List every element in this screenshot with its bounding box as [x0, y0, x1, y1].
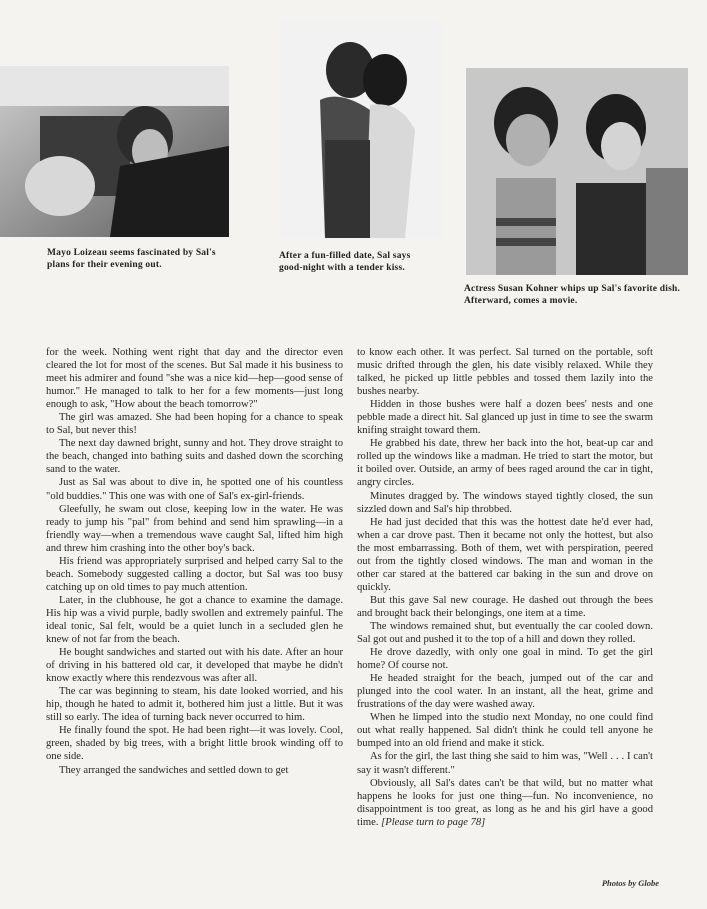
article-column-right — [357, 346, 653, 829]
paragraph: He finally found the spot. He had been right—it was lovely. Cool, green, shaded by big trees, with a bright little brook winding off to one side. — [46, 725, 343, 763]
paragraph: for the week. Nothing went right that day and the director even cleared the lot for most of the scenes. But Sal made it his business to meet his admirer and found "she was a nice kid—hep—good sense of humor." He managed to talk to her for a few moments—just long enough to ask, "How about the beach tomorrow?" — [46, 347, 343, 411]
paragraph: His friend was appropriately surprised and helped carry Sal to the beach. Somebody suggested calling a doctor, but Sal was too busy catching up on old times to pay much attention. — [46, 555, 343, 593]
paragraph: The windows remained shut, but eventually the car cooled down. Sal got out and pushed it to the top of a hill and down they rolled. — [357, 620, 653, 646]
photo-susan-kohner — [466, 68, 688, 275]
paragraph: The next day dawned bright, sunny and hot. They drove straight to the beach, changed into bathing suits and dashed down the scorching sand to the water. — [46, 438, 343, 476]
paragraph: He headed straight for the beach, jumped out of the car and plunged into the cool water. In an instant, all the heat, grime and frustrations of the day were washed away. — [357, 673, 653, 711]
paragraph: to know each other. It was perfect. Sal turned on the portable, soft music drifted through the glen, his date visibly relaxed. While they talked, he picked up little pebbles and tossed them lazily into the bushes nearby. — [357, 347, 653, 398]
photo-credit: Photos by Globe — [601, 878, 659, 888]
paragraph: The car was beginning to steam, his date looked worried, and his hip, though he hated to admit it, bothered him just a little. But it was still so early. The idea of turning back never occurred to him. — [46, 686, 343, 724]
paragraph: He drove dazedly, with only one goal in mind. To get the girl home? Of course not. — [357, 647, 653, 672]
paragraph: But this gave Sal new courage. He dashed out through the bees and brought back their belongings, one item at a time. — [357, 594, 653, 619]
photo-caption: Actress Susan Kohner whips up Sal's favorite dish. Afterward, comes a movie. — [464, 284, 681, 306]
paragraph: Just as Sal was about to dive in, he spotted one of his countless "old buddies." This one was with one of Sal's ex-girl-friends. — [46, 477, 343, 502]
photo-caption: After a fun-filled date, Sal says good-night with a tender kiss. — [279, 251, 411, 273]
paragraph: Gleefully, he swam out close, keeping low in the water. He was ready to jump his "pal" from behind and send him sprawling—in a friendly way—when a tremendous wave caught Sal, lifted him high and threw him crashing into the other boy's back. — [46, 503, 343, 554]
photo-goodnight-kiss — [280, 20, 443, 238]
paragraph: When he limped into the studio next Monday, no one could find out what really happened. Sal didn't think he could tell anyone he bumped into an old friend and make it stick. — [357, 712, 653, 750]
paragraph: As for the girl, the last thing she said to him was, "Well . . . I can't say it wasn't different." — [357, 751, 653, 776]
paragraph-final — [357, 777, 653, 829]
paragraph: Minutes dragged by. The windows stayed tightly closed, the sun sizzled down and Sal's hip throbbed. — [357, 490, 653, 515]
photo-sal-and-mayo — [0, 66, 229, 237]
paragraph: Hidden in those bushes were half a dozen bees' nests and one pebble made a direct hit. Sal glanced up just in time to see the swarm knifing straight toward them. — [357, 399, 653, 437]
paragraph: The girl was amazed. She had been hoping for a chance to speak to Sal, but never this! — [46, 412, 343, 437]
paragraph: They arranged the sandwiches and settled down to get — [59, 764, 289, 776]
article-column-left — [46, 346, 343, 777]
photo-caption: Mayo Loizeau seems fascinated by Sal's plans for their evening out. — [47, 248, 216, 270]
paragraph: He had just decided that this was the hottest date he'd ever had, when a car drove past. Then it became not only the hottest, but also the most embarrassing. Both of them, wet with perspiration, peered out from the tightly closed windows. The man and woman in the other car stared at the battered car baking in the sun and drove on quickly. — [357, 516, 653, 593]
continuation-note: [Please turn to page 78] — [381, 816, 486, 828]
paragraph-text: Obviously, all Sal's dates can't be that wild, but no matter what happens he looks for just one thing—fun. No inconvenience, no disappointment is too great, as long as he and his girl have a good time. — [357, 777, 653, 828]
paragraph: He grabbed his date, threw her back into the hot, beat-up car and rolled up the windows like a madman. He tried to start the motor, but it boiled over. Outside, an army of bees raged around the car in tight, angry circles. — [357, 438, 653, 489]
paragraph: He bought sandwiches and started out with his date. After an hour of driving in his battered old car, it developed that maybe he didn't know exactly where this rendezvous was after all. — [46, 647, 343, 685]
paragraph: Later, in the clubhouse, he got a chance to examine the damage. His hip was a vivid purple, badly swollen and extremely painful. The ideal tonic, Sal felt, would be a quiet lunch in a secluded glen he knew of not far from the beach. — [46, 594, 343, 646]
